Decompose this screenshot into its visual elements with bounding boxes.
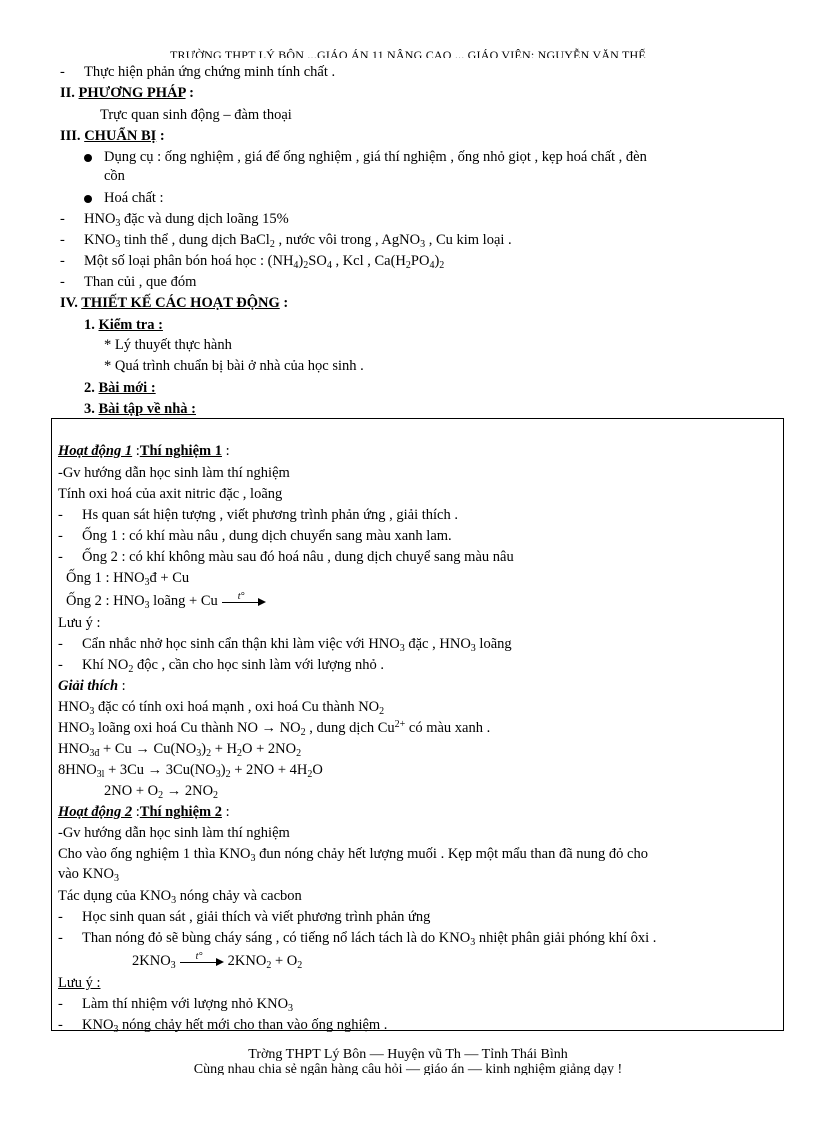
page-header: TRƯỜNG THPT LÝ BÔN ...GIÁO ÁN 11 NÂNG CAO ... GIÁO VIÊN: NGUYỄN VĂN THẾ: [170, 48, 646, 58]
section-heading-2: II. PHƯƠNG PHÁP :: [60, 85, 195, 101]
text-line: - Ống 2 : có khí không màu sau đó hoá nâu , dung dịch chuyể sang màu nâu: [58, 549, 514, 565]
text-line: - Ống 1 : có khí màu nâu , dung dịch chuyển sang màu xanh lam.: [58, 528, 452, 544]
equation-line: Ống 2 : $HNO_3$ loãng + Cu t°: [66, 592, 270, 610]
text-line: - Cẩn nhắc nhở học sinh cẩn thận khi làm việc với $HNO_3$ đặc , $HNO_3$ loãng: [58, 636, 512, 654]
text-line: - Khí $NO_2$ độc , cần cho học sinh làm với lượng nhỏ .: [58, 657, 385, 675]
text: Thực hiện phản ứng chứng minh tính chất .: [84, 64, 336, 80]
equation-line: $8HNO_{3l} + 3Cu \to 3Cu(NO_3)_2 + 2NO + 4H_2O$: [58, 762, 323, 780]
text-line: * Lý thuyết thực hành: [104, 337, 232, 353]
bullet-item: Hoá chất :: [84, 189, 164, 207]
text-line: - Học sinh quan sát , giải thích và viết phương trình phản ứng: [58, 909, 431, 925]
text-line: - Hs quan sát hiện tượng , viết phương trình phản ứng , giải thích .: [58, 507, 458, 523]
activity-heading-1: Hoạt động 1 :Thí nghiệm 1 :: [58, 443, 230, 459]
text-line: -Gv hướng dẫn học sinh làm thí nghiệm: [58, 825, 290, 841]
subheading-kiem-tra: 1. Kiểm tra :: [84, 317, 163, 333]
text-line: cồn: [104, 168, 125, 184]
explanation-heading: Giải thích :: [58, 678, 126, 694]
footer-line-1: Trờng THPT Lý Bôn — Huyện vũ Th — Tỉnh Thái Bình: [248, 1047, 568, 1062]
equation-line: Ống 1 : $HNO_3đ + Cu$: [66, 570, 190, 588]
equation-line: $2NO + O_2 \to 2NO_2$: [104, 783, 219, 801]
text-line: - $KNO_3$ tinh thể , dung dịch BaCl$_2$ , nước vôi trong , AgNO$_3$ , Cu kim loại .: [60, 232, 512, 250]
subheading-bai-moi: 2. Bài mới :: [84, 380, 156, 396]
equation-line: $2KNO_3$ t° $2KNO_2 + O_2$: [132, 950, 303, 971]
text-line: $HNO_3$ loãng oxi hoá Cu thành NO → $NO_2$ , dung dịch $Cu^{2+}$ có màu xanh .: [58, 719, 491, 738]
bullet-icon: [84, 154, 92, 162]
text-line: vào $KNO_3$: [58, 866, 119, 884]
equation-line: $HNO_{3đ} + Cu \to Cu(NO_3)_2 + H_2O + 2NO_2$: [58, 741, 302, 759]
text-line: - Than nóng đỏ sẽ bùng cháy sáng , có tiếng nổ lách tách là do $KNO_3$ nhiệt phân giải phóng khí ôxi .: [58, 930, 657, 948]
text-line: - Thực hiện phản ứng chứng minh tính chất .: [60, 64, 336, 80]
text-line: - Một số loại phân bón hoá học : $(NH_4)_2SO_4$ , Kcl , $Ca(H_2PO_4)_2$: [60, 253, 445, 271]
reaction-arrow-icon: t°: [222, 596, 266, 608]
text-line: Trực quan sinh động – đàm thoại: [100, 107, 292, 123]
subheading-bai-tap: 3. Bài tập về nhà :: [84, 401, 196, 417]
text-line: Lưu ý :: [58, 975, 101, 991]
bullet-item: Dụng cụ : ống nghiệm , giá để ống nghiệm , giá thí nghiệm , ống nhỏ giọt , kẹp hoá chất , đèn: [84, 148, 647, 166]
text-line: Tính oxi hoá của axit nitric đặc , loãng: [58, 486, 283, 502]
text-line: Lưu ý :: [58, 615, 101, 631]
bullet-icon: [84, 195, 92, 203]
text-line: - $KNO_3$ nóng chảy hết mới cho than vào ống nghiệm .: [58, 1017, 388, 1035]
text-line: Cho vào ống nghiệm 1 thìa $KNO_3$ đun nóng chảy hết lượng muối . Kẹp một mẩu than đã nung đỏ cho: [58, 846, 648, 864]
text-line: - Than củi , que đóm: [60, 274, 197, 290]
text-line: $HNO_3$ đặc có tính oxi hoá mạnh , oxi hoá Cu thành $NO_2$: [58, 699, 385, 717]
text-line: - $HNO_3$ đặc và dung dịch loãng 15%: [60, 211, 289, 229]
text-line: * Quá trình chuẩn bị bài ở nhà của học sinh .: [104, 358, 364, 374]
text-line: - Làm thí nhiệm với lượng nhỏ $KNO_3$: [58, 996, 294, 1014]
footer-line-2: Cùng nhau chia sẻ ngân hàng câu hỏi — giáo án — kinh nghiệm giảng dạy !: [193, 1062, 623, 1075]
text-line: -Gv hướng dẫn học sinh làm thí nghiệm: [58, 465, 290, 481]
section-heading-4: IV. THIẾT KẾ CÁC HOẠT ĐỘNG :: [60, 295, 289, 311]
text-line: Tác dụng của $KNO_3$ nóng chảy và cacbon: [58, 888, 302, 906]
section-heading-3: III. CHUẨN BỊ :: [60, 128, 165, 144]
activity-heading-2: Hoạt động 2 :Thí nghiệm 2 :: [58, 804, 230, 820]
reaction-arrow-icon: t°: [180, 956, 224, 968]
